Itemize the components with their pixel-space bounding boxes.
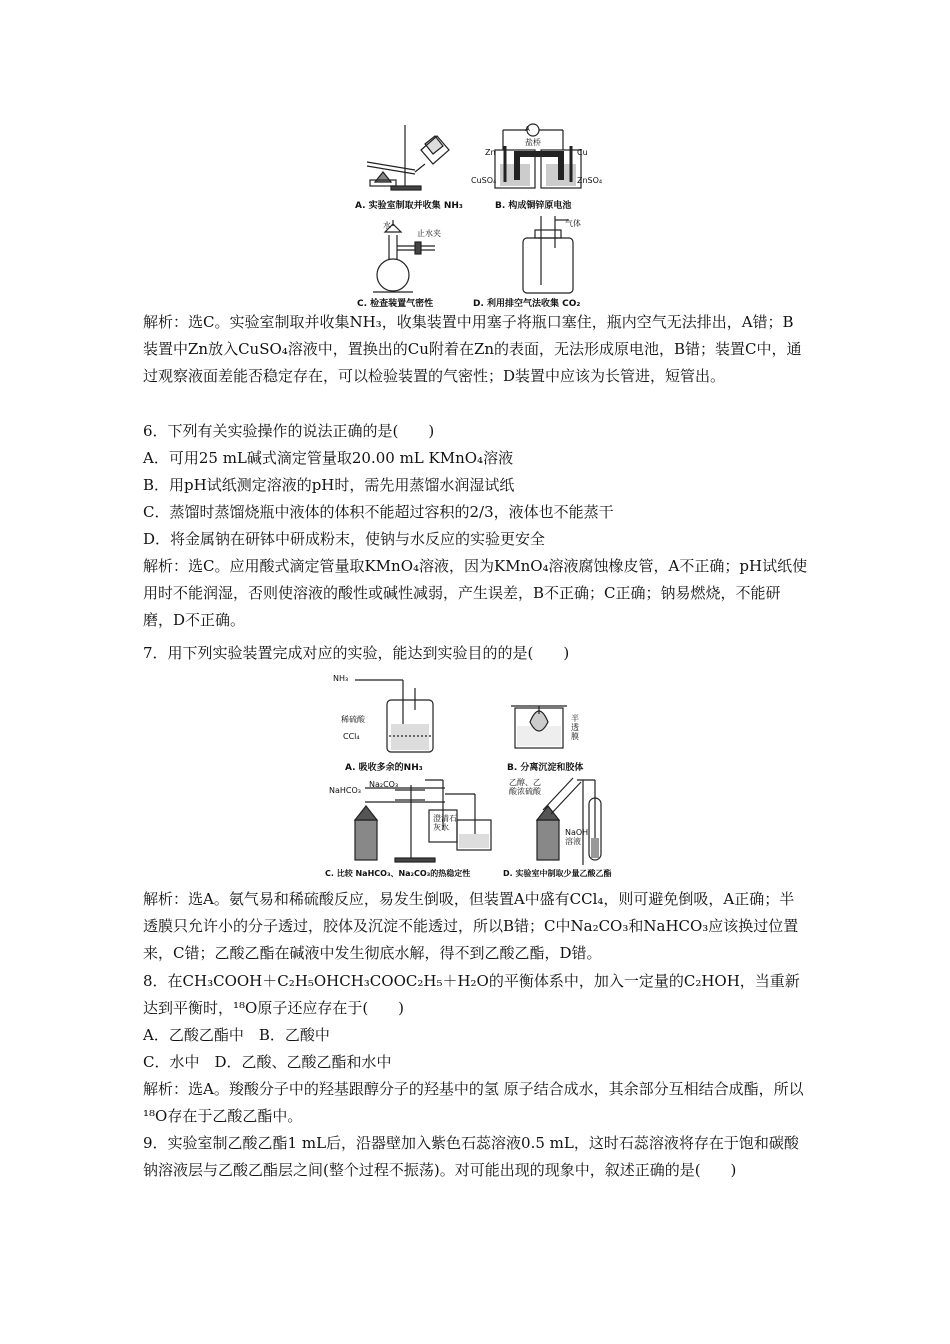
clamp-label: 止水夹 bbox=[417, 229, 441, 238]
q6-option-b: B．用pH试纸测定溶液的pH时，需先用蒸馏水润湿试纸 bbox=[143, 476, 515, 494]
figure-1-caption-c: C. 检查装置气密性 bbox=[357, 299, 434, 309]
q6-option-d: D．将金属钠在研钵中研成粉末，使钠与水反应的实验更安全 bbox=[143, 530, 546, 548]
gas-label: 气体 bbox=[565, 219, 581, 228]
salt-bridge-label: 盐桥 bbox=[525, 138, 541, 147]
water-label: 水 bbox=[383, 221, 391, 230]
ccl4-label: CCl₄ bbox=[343, 732, 360, 741]
zn-label: Zn bbox=[485, 148, 496, 157]
figure-1-caption-a: A. 实验室制取并收集 NH₃ bbox=[355, 201, 463, 211]
figure-2-caption-d: D. 实验室中制取少量乙酸乙酯 bbox=[503, 869, 612, 878]
reagents-label: 乙醇、乙酸浓硫酸 bbox=[509, 778, 541, 796]
membrane-label: 半透膜 bbox=[571, 714, 579, 741]
naoh-label: NaOH溶液 bbox=[565, 828, 589, 846]
q8-analysis: 解析：选A。羧酸分子中的羟基跟醇分子的羟基中的氢 原子结合成水，其余部分互相结合成酯，所以¹⁸O存在于乙酸乙酯中。 bbox=[143, 1080, 804, 1125]
figure-2-caption-c: C. 比较 NaHCO₃、Na₂CO₃的热稳定性 bbox=[325, 869, 471, 878]
figure-1-drawing bbox=[355, 120, 610, 310]
q6-option-a: A．可用25 mL碱式滴定管量取20.00 mL KMnO₄溶液 bbox=[143, 449, 514, 467]
ammeter-label: A bbox=[525, 125, 530, 133]
figure-2-caption-b: B. 分离沉淀和胶体 bbox=[507, 763, 584, 773]
q5-analysis: 解析：选C。实验室制取并收集NH₃，收集装置中用塞子将瓶口塞住，瓶内空气无法排出，A错；B装置中Zn放入CuSO₄溶液中，置换出的Cu附着在Zn的表面，无法形成原电池，B错；装置C中，通过观察液面差能否稳定存在，可以检验装置的气密性；D装置中应该为长管进，短管出。 bbox=[143, 313, 802, 385]
figure-2-drawing bbox=[325, 670, 635, 882]
figure-2-apparatus bbox=[325, 670, 635, 882]
cuso4-label: CuSO₄ bbox=[471, 176, 497, 185]
figure-2-caption-a: A. 吸收多余的NH₃ bbox=[345, 763, 423, 773]
znso4-label: ZnSO₄ bbox=[577, 176, 603, 185]
dilute-acid-label: 稀硫酸 bbox=[341, 715, 365, 724]
nh3-label: NH₃ bbox=[333, 674, 349, 683]
limewater-label: 澄清石灰水 bbox=[433, 814, 457, 832]
q7-analysis: 解析：选A。氨气易和稀硫酸反应，易发生倒吸，但装置A中盛有CCl₄，则可避免倒吸，A正确；半透膜只允许小的分子透过，胶体及沉淀不能透过，所以B错；C中Na₂CO₃和NaHCO₃应该换过位置来，C错；乙酸乙酯在碱液中发生彻底水解，得不到乙酸乙酯，D错。 bbox=[143, 890, 799, 962]
na2co3-label: Na₂CO₃ bbox=[369, 780, 399, 789]
q7-stem: 7．用下列实验装置完成对应的实验，能达到实验目的的是( ) bbox=[143, 644, 570, 662]
q9-stem: 9．实验室制乙酸乙酯1 mL后，沿器壁加入紫色石蕊溶液0.5 mL，这时石蕊溶液将存在于饱和碳酸钠溶液层与乙酸乙酯层之间(整个过程不振荡)。对可能出现的现象中，叙述正确的是( ) bbox=[143, 1134, 799, 1179]
q8-stem: 8．在CH₃COOH＋C₂H₅OHCH₃COOC₂H₅＋H₂O的平衡体系中，加入一定量的C₂HOH，当重新达到平衡时，¹⁸O原子还应存在于( ) bbox=[143, 972, 800, 1017]
q8-options-ab: A．乙酸乙酯中 B．乙酸中 bbox=[143, 1026, 330, 1044]
q6-stem: 6．下列有关实验操作的说法正确的是( ) bbox=[143, 422, 435, 440]
figure-1-apparatus bbox=[355, 120, 610, 310]
q8-options-cd: C．水中 D．乙酸、乙酸乙酯和水中 bbox=[143, 1053, 392, 1071]
q6-analysis: 解析：选C。应用酸式滴定管量取KMnO₄溶液，因为KMnO₄溶液腐蚀橡皮管，A不正确；pH试纸使用时不能润湿，否则使溶液的酸性或碱性减弱，产生误差，B不正确；C正确；钠易燃烧，不能研磨，D不正确。 bbox=[143, 557, 808, 629]
q6-option-c: C．蒸馏时蒸馏烧瓶中液体的体积不能超过容积的2/3，液体也不能蒸干 bbox=[143, 503, 614, 521]
figure-1-caption-d: D. 利用排空气法收集 CO₂ bbox=[473, 299, 581, 309]
nahco3-label: NaHCO₃ bbox=[329, 786, 361, 795]
figure-1-caption-b: B. 构成铜锌原电池 bbox=[495, 201, 572, 211]
cu-label: Cu bbox=[577, 148, 588, 157]
